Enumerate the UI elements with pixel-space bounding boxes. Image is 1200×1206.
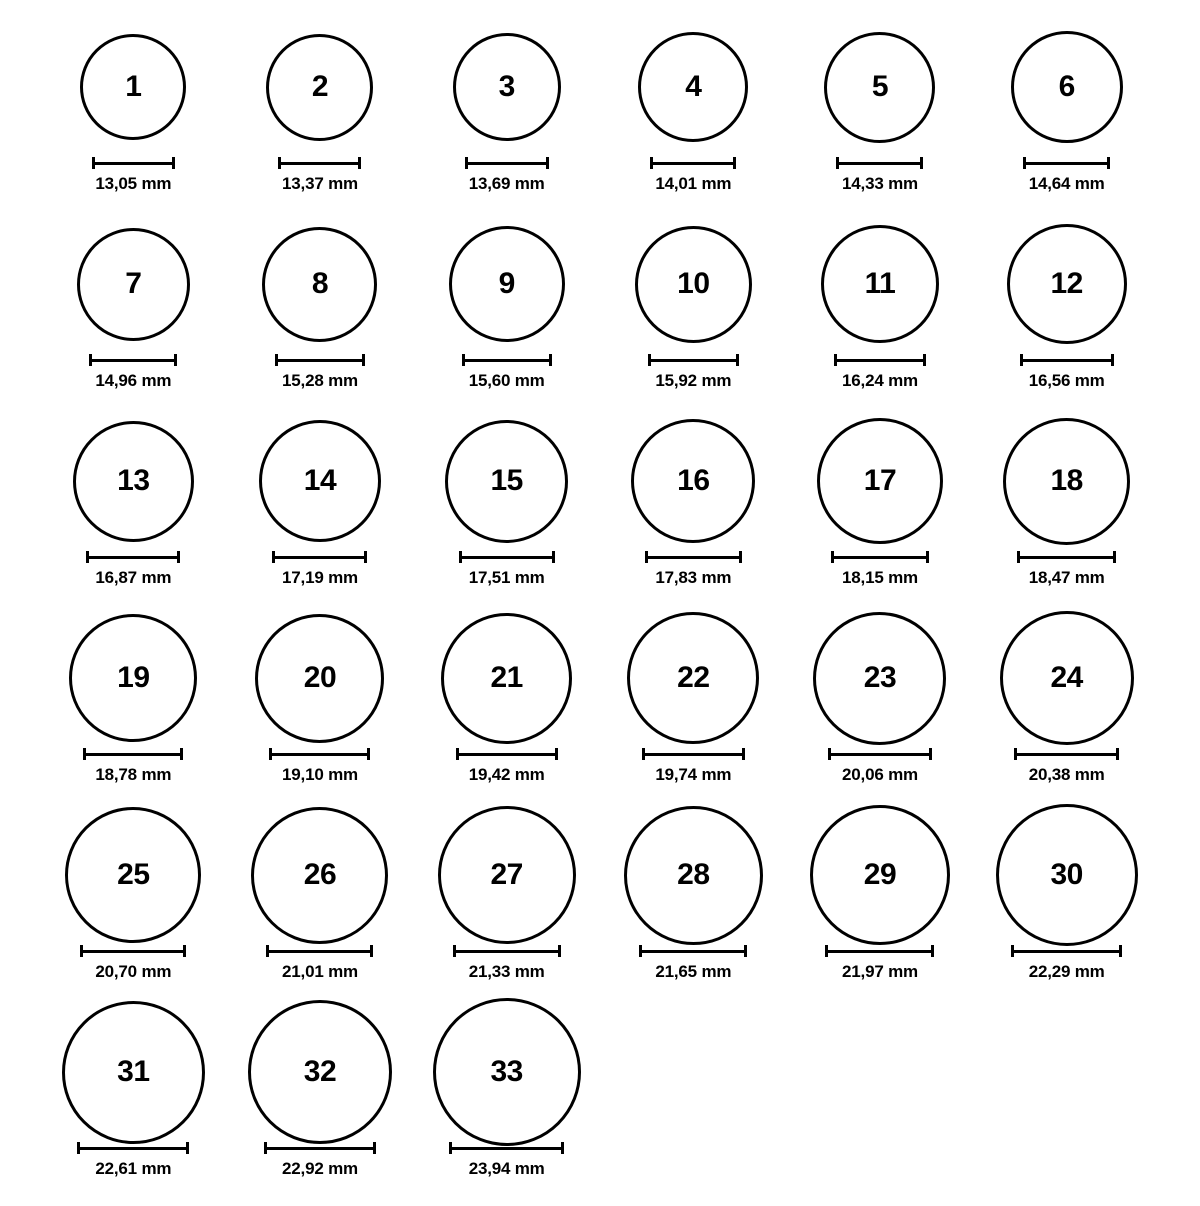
- ring-circle-wrap: [262, 221, 377, 347]
- ring-size-cell: [227, 221, 414, 418]
- ring-size-cell: [787, 24, 974, 221]
- measure-bar-line: [275, 359, 365, 362]
- diameter-measure-bar: [278, 156, 361, 170]
- ring-circle-icon: [635, 226, 752, 343]
- ring-circle-icon: [810, 805, 950, 945]
- ring-size-cell: [600, 24, 787, 221]
- ring-size-grid: [40, 24, 1160, 1206]
- measure-bar-line: [459, 556, 555, 559]
- diameter-measure-bar: [831, 550, 929, 564]
- diameter-measure-bar: [272, 550, 367, 564]
- diameter-label: 23,94 mm: [468, 1159, 545, 1178]
- measure-bar-line: [836, 162, 923, 165]
- measure-bar-line: [272, 556, 367, 559]
- ring-circle-wrap: [996, 812, 1138, 938]
- ring-circle-wrap: [638, 24, 748, 150]
- measure-bar-line: [834, 359, 926, 362]
- ring-size-cell: [600, 418, 787, 615]
- ring-size-number: 29: [863, 858, 897, 891]
- diameter-label: 14,33 mm: [842, 174, 918, 193]
- measure-bar-line: [1020, 359, 1114, 362]
- diameter-measure-bar: [266, 944, 373, 958]
- diameter-measure-bar: [264, 1141, 376, 1155]
- ring-circle-icon: [259, 420, 381, 542]
- ring-size-cell: [40, 1009, 227, 1206]
- measure-bar-line: [453, 950, 561, 953]
- diameter-label: 18,47 mm: [1028, 568, 1105, 587]
- ring-circle-icon: [251, 807, 388, 944]
- ring-circle-icon: [821, 225, 939, 343]
- diameter-measure-bar: [92, 156, 175, 170]
- diameter-label: 18,78 mm: [95, 765, 172, 784]
- diameter-label: 20,06 mm: [842, 765, 918, 784]
- ring-circle-wrap: [441, 615, 572, 741]
- ring-size-cell: [973, 615, 1160, 812]
- ring-circle-icon: [813, 612, 946, 745]
- ring-size-cell: [413, 1009, 600, 1206]
- ring-circle-wrap: [1007, 221, 1127, 347]
- ring-size-number: 7: [125, 267, 142, 300]
- diameter-label: 19,42 mm: [468, 765, 545, 784]
- ring-circle-wrap: [810, 812, 950, 938]
- measure-bar-line: [648, 359, 739, 362]
- ring-circle-icon: [449, 226, 565, 342]
- ring-size-number: 32: [303, 1055, 337, 1088]
- diameter-measure-bar: [459, 550, 555, 564]
- measure-bar-line: [264, 1147, 376, 1150]
- measure-bar-line: [1014, 753, 1119, 756]
- measure-bar-icon: [269, 748, 370, 760]
- ring-circle-icon: [1003, 418, 1130, 545]
- measure-bar-icon: [278, 157, 361, 169]
- diameter-measure-bar: [86, 550, 180, 564]
- ring-size-cell: [413, 418, 600, 615]
- ring-size-cell: [413, 24, 600, 221]
- measure-bar-icon: [92, 157, 175, 169]
- ring-size-cell: [413, 615, 600, 812]
- ring-circle-icon: [73, 421, 194, 542]
- measure-bar-line: [89, 359, 177, 362]
- ring-size-cell: [973, 221, 1160, 418]
- ring-size-number: 3: [498, 70, 515, 103]
- ring-size-number: 28: [677, 858, 710, 891]
- diameter-measure-bar: [456, 747, 558, 761]
- ring-circle-wrap: [1003, 418, 1130, 544]
- ring-size-cell: [413, 221, 600, 418]
- ring-circle-icon: [433, 998, 581, 1146]
- ring-circle-icon: [817, 418, 943, 544]
- ring-circle-icon: [1000, 611, 1134, 745]
- measure-bar-icon: [453, 945, 561, 957]
- measure-bar-icon: [80, 945, 186, 957]
- ring-circle-icon: [1011, 31, 1123, 143]
- ring-size-number: 26: [303, 858, 337, 891]
- ring-size-cell: [40, 812, 227, 1009]
- ring-size-number: 10: [677, 267, 710, 300]
- ring-circle-wrap: [77, 221, 190, 347]
- ring-circle-wrap: [453, 24, 561, 150]
- ring-size-cell: [787, 221, 974, 418]
- ring-circle-icon: [1007, 224, 1127, 344]
- measure-bar-line: [462, 359, 552, 362]
- ring-circle-wrap: [73, 418, 194, 544]
- measure-bar-icon: [1023, 157, 1110, 169]
- measure-bar-line: [278, 162, 361, 165]
- measure-bar-icon: [459, 551, 555, 563]
- ring-size-number: 11: [864, 267, 896, 300]
- measure-bar-line: [266, 950, 373, 953]
- measure-bar-line: [83, 753, 183, 756]
- diameter-measure-bar: [825, 944, 934, 958]
- diameter-measure-bar: [1023, 156, 1110, 170]
- measure-bar-icon: [83, 748, 183, 760]
- ring-circle-icon: [62, 1001, 205, 1144]
- measure-bar-line: [86, 556, 180, 559]
- ring-circle-wrap: [69, 615, 197, 741]
- ring-size-number: 2: [311, 70, 329, 103]
- diameter-label: 21,65 mm: [655, 962, 732, 981]
- ring-size-cell: [973, 24, 1160, 221]
- ring-size-cell: [600, 615, 787, 812]
- measure-bar-icon: [1017, 551, 1116, 563]
- diameter-label: 22,92 mm: [282, 1159, 358, 1178]
- ring-circle-wrap: [821, 221, 939, 347]
- measure-bar-icon: [89, 354, 177, 366]
- diameter-label: 17,83 mm: [655, 568, 732, 587]
- measure-bar-line: [465, 162, 549, 165]
- diameter-measure-bar: [89, 353, 177, 367]
- ring-size-cell: [600, 812, 787, 1009]
- measure-bar-line: [269, 753, 370, 756]
- measure-bar-icon: [266, 945, 373, 957]
- ring-size-number: 15: [490, 464, 523, 497]
- ring-circle-icon: [638, 32, 748, 142]
- ring-size-number: 12: [1050, 267, 1083, 300]
- diameter-measure-bar: [80, 944, 186, 958]
- measure-bar-icon: [456, 748, 558, 760]
- diameter-measure-bar: [828, 747, 932, 761]
- ring-size-number: 5: [871, 70, 889, 103]
- measure-bar-icon: [650, 157, 736, 169]
- diameter-measure-bar: [465, 156, 549, 170]
- diameter-measure-bar: [77, 1141, 189, 1155]
- ring-size-cell: [787, 615, 974, 812]
- diameter-label: 22,29 mm: [1028, 962, 1105, 981]
- ring-circle-icon: [441, 613, 572, 744]
- diameter-label: 17,51 mm: [468, 568, 545, 587]
- ring-circle-wrap: [251, 812, 388, 938]
- ring-size-cell: [40, 418, 227, 615]
- measure-bar-icon: [831, 551, 929, 563]
- measure-bar-icon: [1014, 748, 1119, 760]
- ring-circle-wrap: [255, 615, 384, 741]
- diameter-label: 21,33 mm: [468, 962, 545, 981]
- ring-circle-wrap: [1000, 615, 1134, 741]
- ring-circle-icon: [248, 1000, 392, 1144]
- ring-size-number: 23: [863, 661, 897, 694]
- ring-size-cell: [973, 812, 1160, 1009]
- measure-bar-line: [456, 753, 558, 756]
- measure-bar-icon: [449, 1142, 564, 1154]
- ring-circle-icon: [996, 804, 1138, 946]
- diameter-label: 15,60 mm: [468, 371, 545, 390]
- ring-circle-wrap: [813, 615, 946, 741]
- ring-size-cell: [600, 221, 787, 418]
- measure-bar-line: [831, 556, 929, 559]
- ring-circle-icon: [631, 419, 755, 543]
- ring-circle-icon: [65, 807, 201, 943]
- measure-bar-line: [639, 950, 747, 953]
- ring-size-number: 4: [685, 70, 702, 103]
- diameter-measure-bar: [449, 1141, 564, 1155]
- ring-size-number: 25: [117, 858, 150, 891]
- diameter-measure-bar: [83, 747, 183, 761]
- diameter-label: 19,10 mm: [282, 765, 358, 784]
- ring-circle-icon: [627, 612, 759, 744]
- diameter-label: 15,92 mm: [655, 371, 732, 390]
- ring-circle-wrap: [624, 812, 763, 938]
- measure-bar-line: [642, 753, 745, 756]
- diameter-label: 14,96 mm: [95, 371, 172, 390]
- diameter-label: 15,28 mm: [282, 371, 358, 390]
- diameter-measure-bar: [642, 747, 745, 761]
- ring-circle-wrap: [635, 221, 752, 347]
- ring-circle-wrap: [65, 812, 201, 938]
- ring-size-cell: [40, 24, 227, 221]
- ring-size-number: 9: [498, 267, 515, 300]
- measure-bar-line: [92, 162, 175, 165]
- ring-size-number: 6: [1058, 70, 1075, 103]
- diameter-label: 16,87 mm: [95, 568, 172, 587]
- measure-bar-line: [80, 950, 186, 953]
- measure-bar-icon: [648, 354, 739, 366]
- ring-size-cell: [227, 812, 414, 1009]
- diameter-measure-bar: [275, 353, 365, 367]
- diameter-measure-bar: [650, 156, 736, 170]
- ring-size-number: 19: [117, 661, 150, 694]
- measure-bar-line: [1023, 162, 1110, 165]
- measure-bar-icon: [264, 1142, 376, 1154]
- ring-size-cell: [227, 418, 414, 615]
- diameter-measure-bar: [1011, 944, 1122, 958]
- ring-circle-wrap: [438, 812, 576, 938]
- ring-size-number: 13: [117, 464, 150, 497]
- ring-size-number: 22: [677, 661, 710, 694]
- measure-bar-icon: [462, 354, 552, 366]
- diameter-label: 22,61 mm: [95, 1159, 172, 1178]
- ring-circle-wrap: [824, 24, 935, 150]
- diameter-label: 17,19 mm: [282, 568, 358, 587]
- ring-size-cell: [973, 418, 1160, 615]
- ring-size-cell: [227, 615, 414, 812]
- ring-size-cell: [227, 1009, 414, 1206]
- ring-circle-wrap: [1011, 24, 1123, 150]
- ring-size-cell: [787, 812, 974, 1009]
- diameter-label: 19,74 mm: [655, 765, 732, 784]
- diameter-label: 18,15 mm: [842, 568, 918, 587]
- measure-bar-line: [1017, 556, 1116, 559]
- ring-circle-wrap: [433, 1009, 581, 1135]
- measure-bar-line: [650, 162, 736, 165]
- measure-bar-line: [77, 1147, 189, 1150]
- ring-size-number: 24: [1050, 661, 1083, 694]
- ring-size-number: 14: [303, 464, 337, 497]
- diameter-measure-bar: [834, 353, 926, 367]
- measure-bar-icon: [275, 354, 365, 366]
- diameter-measure-bar: [1014, 747, 1119, 761]
- ring-circle-icon: [69, 614, 197, 742]
- diameter-measure-bar: [462, 353, 552, 367]
- diameter-label: 21,01 mm: [282, 962, 358, 981]
- ring-circle-wrap: [817, 418, 943, 544]
- diameter-label: 13,69 mm: [468, 174, 545, 193]
- ring-circle-icon: [266, 34, 373, 141]
- ring-size-number: 27: [490, 858, 523, 891]
- diameter-measure-bar: [1017, 550, 1116, 564]
- measure-bar-icon: [836, 157, 923, 169]
- diameter-measure-bar: [639, 944, 747, 958]
- measure-bar-icon: [1011, 945, 1122, 957]
- ring-size-number: 8: [311, 267, 329, 300]
- measure-bar-line: [1011, 950, 1122, 953]
- measure-bar-icon: [828, 748, 932, 760]
- ring-size-number: 30: [1050, 858, 1083, 891]
- measure-bar-icon: [639, 945, 747, 957]
- ring-circle-icon: [624, 806, 763, 945]
- ring-size-number: 1: [125, 70, 142, 103]
- ring-circle-wrap: [62, 1009, 205, 1135]
- ring-circle-wrap: [248, 1009, 392, 1135]
- ring-circle-icon: [438, 806, 576, 944]
- ring-size-number: 21: [490, 661, 523, 694]
- ring-size-number: 17: [863, 464, 897, 497]
- ring-circle-icon: [445, 420, 568, 543]
- measure-bar-icon: [1020, 354, 1114, 366]
- measure-bar-line: [825, 950, 934, 953]
- diameter-label: 14,64 mm: [1028, 174, 1105, 193]
- ring-circle-wrap: [259, 418, 381, 544]
- diameter-label: 14,01 mm: [655, 174, 732, 193]
- diameter-measure-bar: [836, 156, 923, 170]
- measure-bar-line: [449, 1147, 564, 1150]
- measure-bar-icon: [642, 748, 745, 760]
- ring-circle-icon: [77, 228, 190, 341]
- measure-bar-line: [828, 753, 932, 756]
- diameter-label: 13,37 mm: [282, 174, 358, 193]
- diameter-measure-bar: [645, 550, 742, 564]
- measure-bar-icon: [825, 945, 934, 957]
- ring-circle-wrap: [266, 24, 373, 150]
- ring-size-number: 16: [677, 464, 710, 497]
- ring-size-cell: [413, 812, 600, 1009]
- measure-bar-line: [645, 556, 742, 559]
- ring-circle-icon: [255, 614, 384, 743]
- diameter-label: 16,56 mm: [1028, 371, 1105, 390]
- diameter-measure-bar: [269, 747, 370, 761]
- diameter-measure-bar: [1020, 353, 1114, 367]
- diameter-label: 21,97 mm: [842, 962, 918, 981]
- ring-circle-icon: [80, 34, 186, 140]
- ring-circle-icon: [824, 32, 935, 143]
- diameter-label: 20,70 mm: [95, 962, 172, 981]
- ring-size-cell: [40, 221, 227, 418]
- ring-size-number: 33: [490, 1055, 523, 1088]
- ring-size-number: 18: [1050, 464, 1083, 497]
- measure-bar-icon: [834, 354, 926, 366]
- diameter-label: 13,05 mm: [95, 174, 172, 193]
- ring-circle-wrap: [449, 221, 565, 347]
- ring-size-cell: [40, 615, 227, 812]
- ring-circle-wrap: [627, 615, 759, 741]
- ring-circle-wrap: [80, 24, 186, 150]
- diameter-measure-bar: [648, 353, 739, 367]
- ring-circle-icon: [453, 33, 561, 141]
- ring-size-cell: [787, 418, 974, 615]
- ring-circle-icon: [262, 227, 377, 342]
- measure-bar-icon: [465, 157, 549, 169]
- measure-bar-icon: [86, 551, 180, 563]
- diameter-measure-bar: [453, 944, 561, 958]
- diameter-label: 20,38 mm: [1028, 765, 1105, 784]
- ring-size-cell: [227, 24, 414, 221]
- ring-circle-wrap: [445, 418, 568, 544]
- ring-size-number: 20: [303, 661, 337, 694]
- measure-bar-icon: [645, 551, 742, 563]
- measure-bar-icon: [77, 1142, 189, 1154]
- measure-bar-icon: [272, 551, 367, 563]
- ring-size-number: 31: [117, 1055, 150, 1088]
- ring-circle-wrap: [631, 418, 755, 544]
- diameter-label: 16,24 mm: [842, 371, 918, 390]
